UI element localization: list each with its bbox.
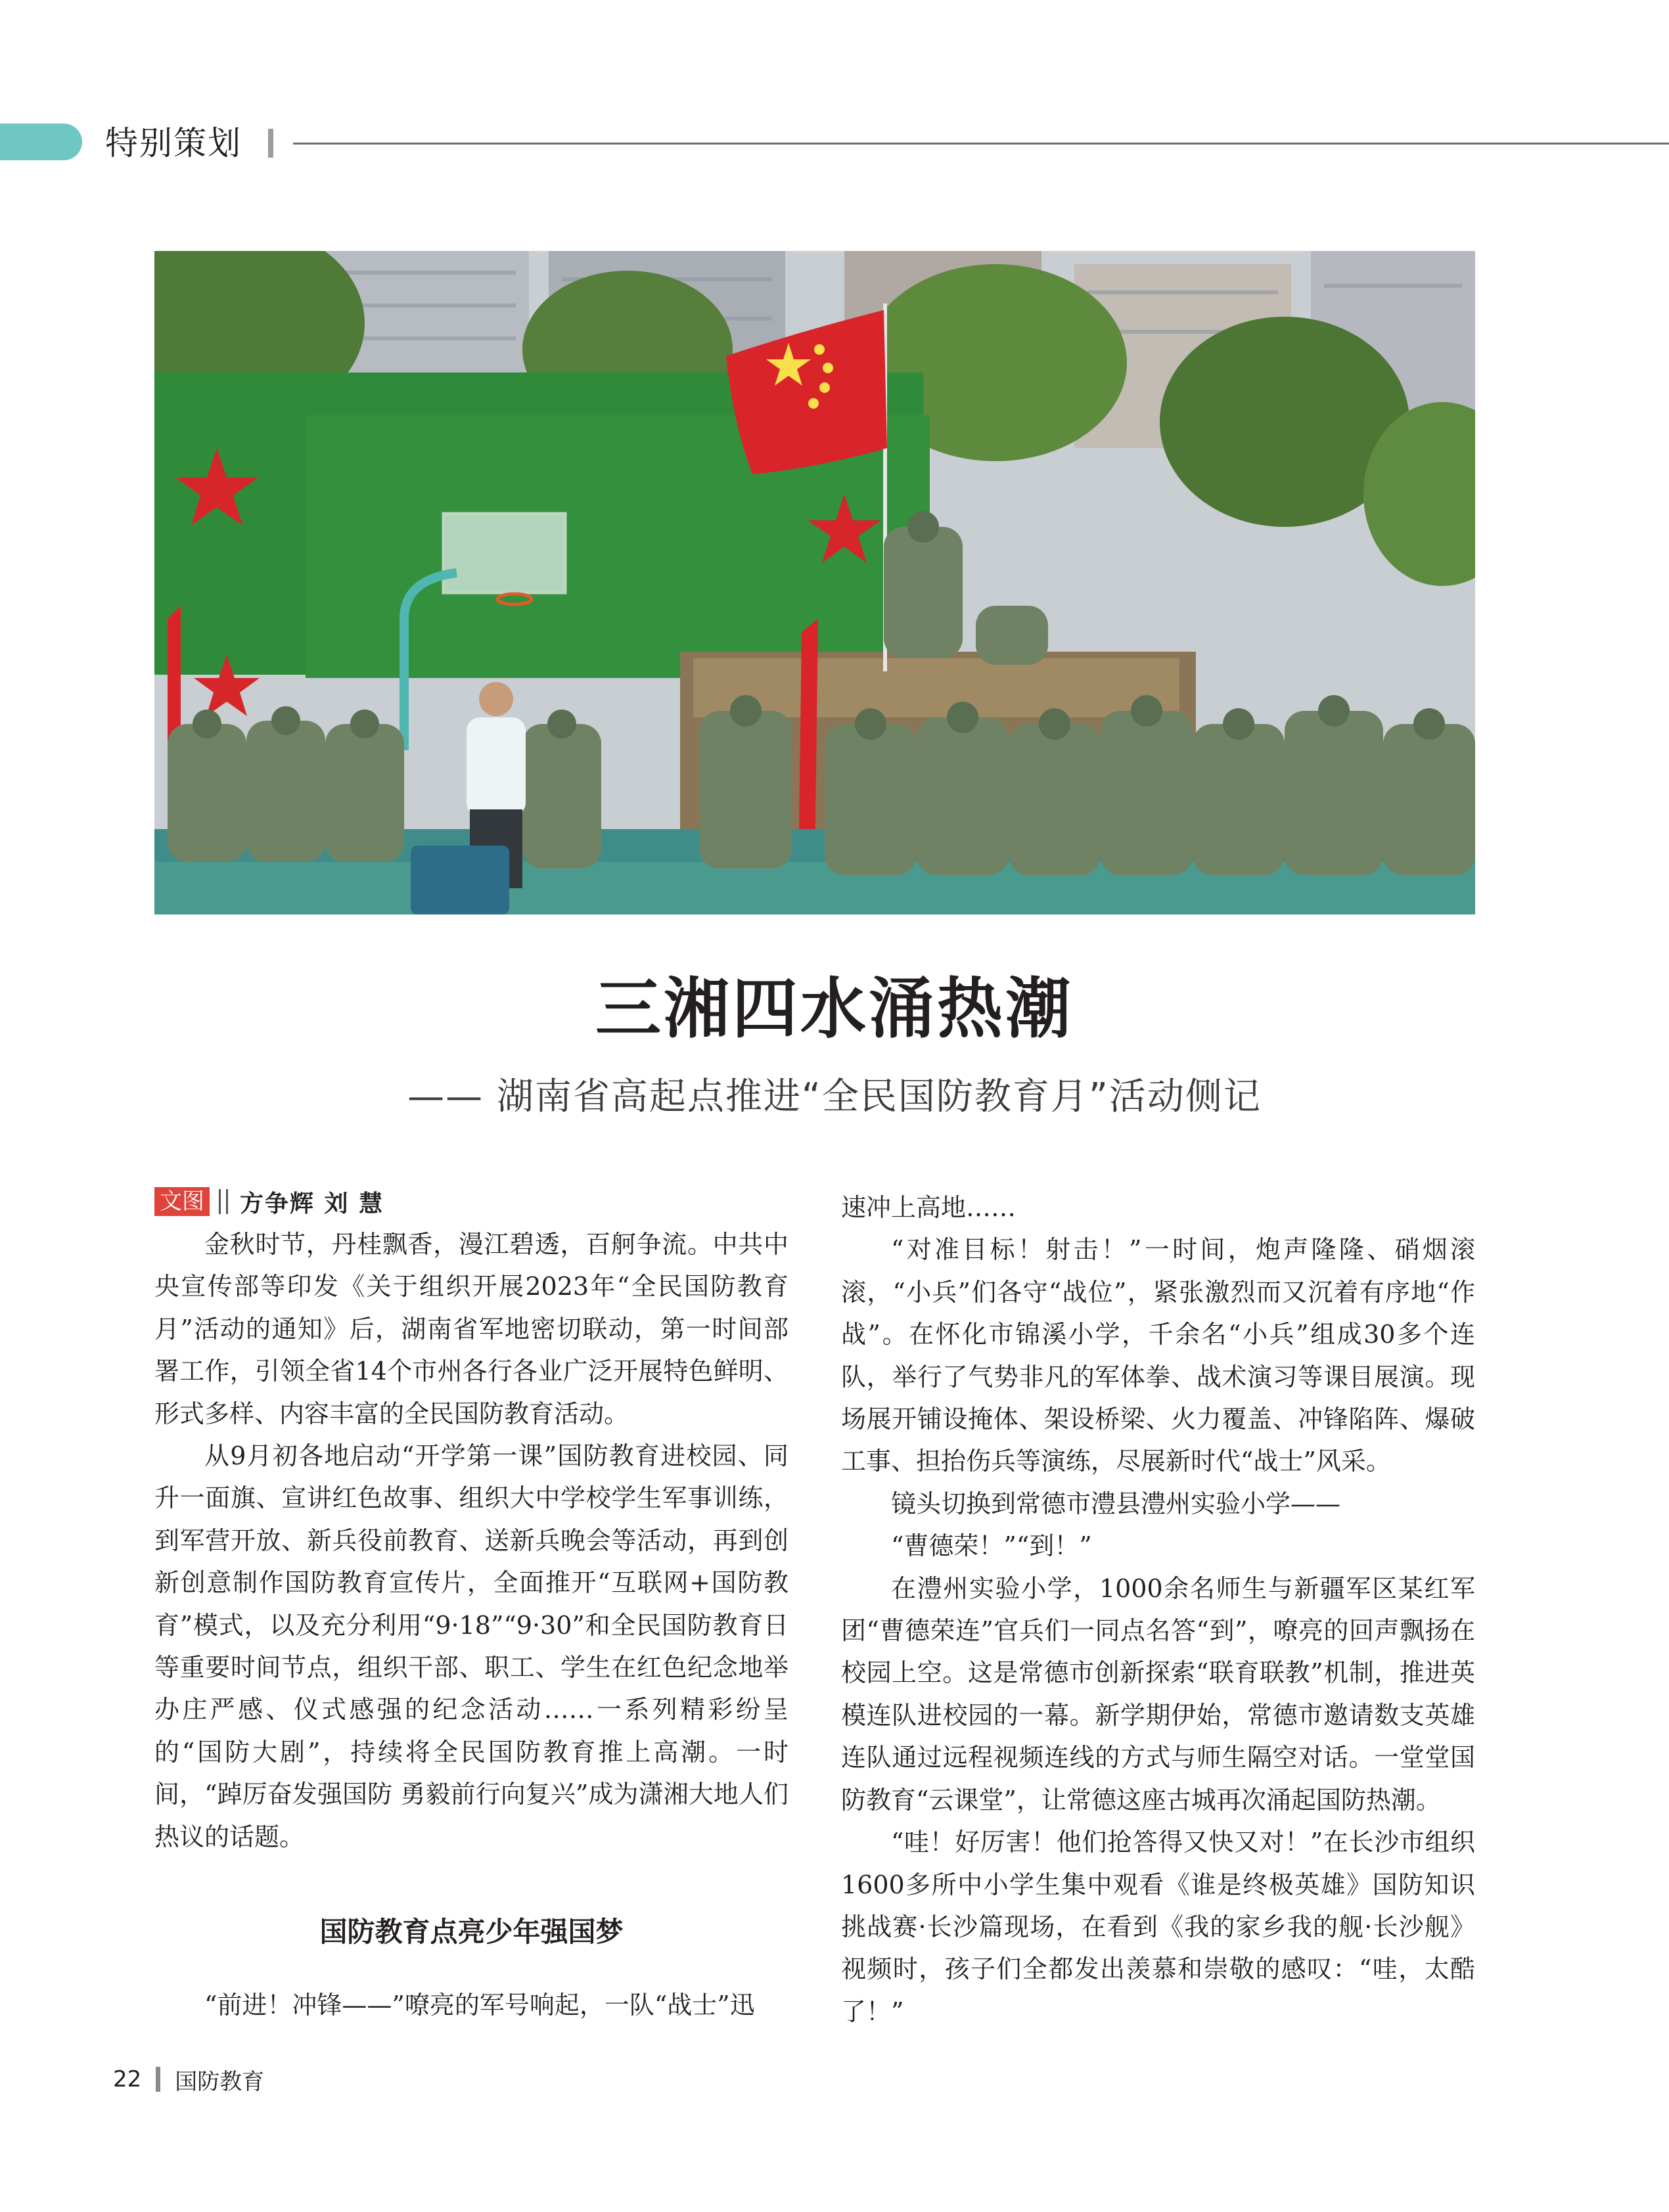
article-title: 三湘四水涌热潮 xyxy=(595,970,1074,1047)
body-paragraph: “前进！冲锋——”嘹亮的军号响起，一队“战士”迅 xyxy=(204,1991,755,2020)
page-footer xyxy=(113,2064,264,2094)
section-tab-marker xyxy=(0,124,82,160)
footer-divider xyxy=(156,2067,160,2092)
article-subtitle: —— 湖南省高起点推进“全民国防教育月”活动侧记 xyxy=(407,1075,1262,1118)
body-paragraph: 镜头切换到常德市澧县澧州实验小学—— xyxy=(891,1489,1341,1518)
byline-divider xyxy=(219,1189,228,1214)
byline-tag: 文图 xyxy=(154,1187,210,1216)
byline-authors: 方争辉 刘 慧 xyxy=(240,1190,384,1217)
section-divider-bar xyxy=(268,129,273,158)
body-paragraph: “曹德荣！”“到！” xyxy=(891,1531,1092,1561)
body-paragraph: “哇！好厉害！他们抢答得又快又对！”在长沙市组织1600多所中小学生集中观看《谁是终极英雄》国防知识挑战赛·长沙篇现场，在看到《我的家乡我的舰·长沙舰》视频时，孩子们全都发出羡慕和崇敬的感叹：“哇，太酷了！” xyxy=(841,1828,1475,2026)
body-paragraph: 在澧州实验小学，1000余名师生与新疆军区某红军团“曹德荣连”官兵们一同点名答“到”，嘹亮的回声飘扬在校园上空。这是常德市创新探索“联育联教”机制，推进英模连队进校园的一幕。新学期伊始，常德市邀请数支英雄连队通过远程视频连线的方式与师生隔空对话。一堂堂国防教育“云课堂”，让常德这座古城再次涌起国防热潮。 xyxy=(841,1573,1475,1815)
page-number: 22 xyxy=(113,2066,142,2092)
body-paragraph: “对准目标！射击！”一时间，炮声隆隆、硝烟滚滚，“小兵”们各守“战位”，紧张激烈而又沉着有序地“作战”。在怀化市锦溪小学，千余名“小兵”组成30多个连队，举行了气势非凡的军体拳、战术演习等课目展演。现场展开铺设掩体、架设桥梁、火力覆盖、冲锋陷阵、爆破工事、担抬伤兵等演练，尽展新时代“战士”风采。 xyxy=(841,1235,1475,1476)
section-label: 特别策划 xyxy=(105,124,242,162)
body-paragraph: 从9月初各地启动“开学第一课”国防教育进校园、同升一面旗、宣讲红色故事、组织大中学校学生军事训练，到军营开放、新兵役前教育、送新兵晚会等活动，再到创新创意制作国防教育宣传片，全面推开“互联网+国防教育”模式，以及充分利用“9·18”“9·30”和全民国防教育日等重要时间节点，组织干部、职工、学生在红色纪念地举办庄严感、仪式感强的纪念活动……一系列精彩纷呈的“国防大剧”，持续将全民国防教育推上高潮。一时间，“踔厉奋发强国防 勇毅前行向复兴”成为潇湘大地人们热议的话题。 xyxy=(154,1441,789,1851)
right-column xyxy=(841,1186,1475,2033)
body-paragraph: 速冲上高地…… xyxy=(841,1193,1017,1222)
left-column xyxy=(154,1223,789,1858)
header-rule xyxy=(293,143,1669,145)
body-paragraph: 金秋时节，丹桂飘香，漫江碧透，百舸争流。中共中央宣传部等印发《关于组织开展2023年“全民国防教育月”活动的通知》后，湖南省军地密切联动，第一时间部署工作，引领全省14个市州各行各业广泛开展特色鲜明、形式多样、内容丰富的全民国防教育活动。 xyxy=(154,1230,789,1428)
section-heading: 国防教育点亮少年强国梦 xyxy=(319,1916,624,1948)
byline xyxy=(154,1186,384,1217)
left-column-tail xyxy=(154,1984,789,2026)
magazine-name: 国防教育 xyxy=(175,2068,265,2095)
hero-photo xyxy=(154,251,1475,914)
